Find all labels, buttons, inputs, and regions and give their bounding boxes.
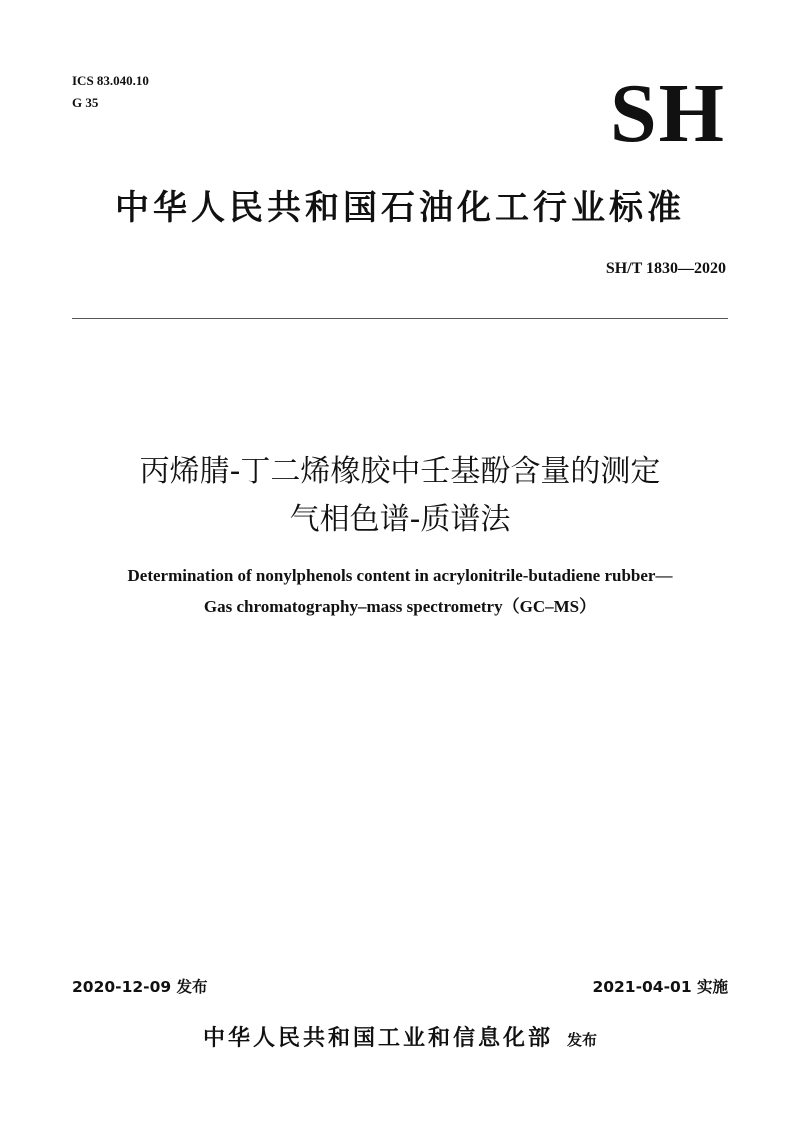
ccs-code: G 35 <box>72 95 99 110</box>
header-divider <box>72 318 728 319</box>
english-title-line-2: Gas chromatography–mass spectrometry（GC–MS） <box>203 597 597 616</box>
implementation-date: 2021-04-01 实施 <box>592 978 728 996</box>
english-title <box>0 560 800 622</box>
publisher-line <box>0 1022 800 1057</box>
ics-code: ICS 83.040.10 <box>72 73 149 88</box>
standard-number: SH/T 1830—2020 <box>605 260 726 277</box>
english-title-line-1: Determination of nonylphenols content in acrylonitrile-butadiene rubber— <box>127 566 673 585</box>
chinese-title <box>0 448 800 544</box>
chinese-title-line-2: 气相色谱-质谱法 <box>289 502 511 537</box>
dates-row <box>72 976 728 998</box>
sh-logo: SH <box>609 67 726 160</box>
publishing-organization: 中华人民共和国工业和信息化部 <box>202 1026 553 1051</box>
chinese-title-line-1: 丙烯腈-丁二烯橡胶中壬基酚含量的测定 <box>139 454 661 489</box>
issue-date: 2020-12-09 发布 <box>72 978 208 996</box>
standard-category-title: 中华人民共和国石油化工行业标准 <box>115 188 685 228</box>
publish-label: 发布 <box>567 1031 598 1049</box>
classification-codes <box>72 70 149 114</box>
